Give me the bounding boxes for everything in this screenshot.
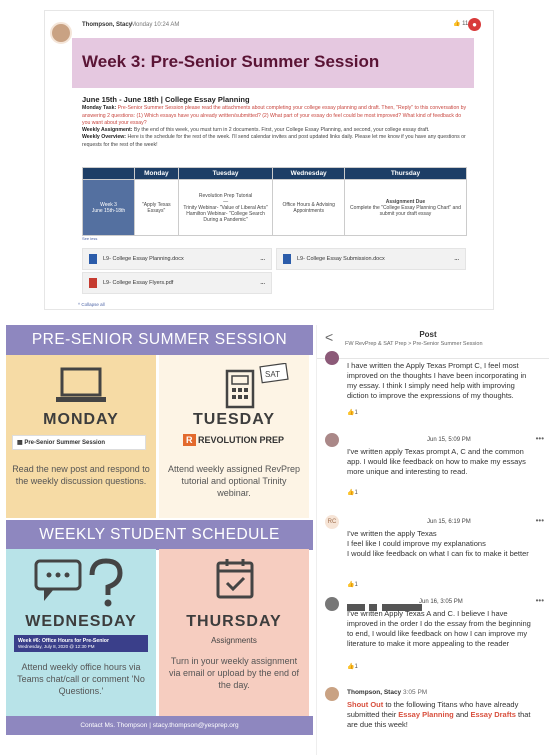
flyer-title: PRE-SENIOR SUMMER SESSION: [6, 325, 313, 355]
tuesday-text: Attend weekly assigned RevPrep tutorial and optional Trinity webinar.: [167, 464, 301, 498]
like-count[interactable]: 👍1: [347, 582, 358, 588]
more-options-icon[interactable]: •••: [535, 516, 544, 525]
post-header: [317, 325, 549, 359]
thursday-panel: [159, 549, 309, 721]
reply-time: Jun 15, 6:19 PM: [427, 519, 471, 525]
more-options-icon[interactable]: •••: [535, 434, 544, 443]
avatar[interactable]: [50, 22, 72, 44]
attachment-name: L9- College Essay Planning.docx: [103, 256, 184, 262]
collapse-all-link[interactable]: ^ Collapse all: [78, 302, 105, 307]
schedule-table: [82, 167, 467, 236]
reply-author: [347, 689, 427, 696]
calculator-icon: [209, 363, 289, 409]
thursday-cell-text: Complete the "College Essay Planning Chart" and submit your draft essay: [350, 204, 461, 217]
attachment-name: L9- College Essay Submission.docx: [297, 256, 385, 262]
schedule-flyer: [6, 325, 313, 735]
wednesday-panel: [6, 549, 156, 721]
tuesday-panel: [159, 355, 309, 518]
reply-text: I have written the Apply Texas Prompt C, I feel most improved on the thoughts I have been incorporating in my essay. I think I simply need help with improving diction to improve the expressions of my thoughts.: [347, 361, 527, 400]
shoutout-text: [347, 700, 537, 730]
essay-drafts-highlight: Essay Drafts: [470, 710, 516, 719]
shoutout-and: and: [455, 710, 469, 719]
shout-out: Shout Out: [347, 700, 384, 709]
breadcrumb[interactable]: FW RevPrep & SAT Prep > Pre-Senior Summer Session: [345, 341, 483, 347]
post-banner: [72, 38, 474, 88]
see-less-link[interactable]: See less: [82, 236, 98, 241]
weekly-overview: [82, 134, 470, 149]
revolution-prep-logo-mark: R: [183, 434, 196, 446]
post-time: Monday 10:24 AM: [131, 22, 180, 28]
table-header: Wednesday: [273, 168, 345, 180]
banner-title: Week 3: Pre-Senior Summer Session: [82, 52, 380, 71]
monday-title: MONDAY: [43, 411, 119, 428]
post-author[interactable]: Thompson, Stacy: [82, 22, 133, 28]
weekly-assignment: [82, 127, 470, 134]
attachment-name: L9- College Essay Flyers.pdf: [103, 280, 174, 286]
word-file-icon: [283, 254, 291, 264]
weekly-overview-text: Here is the schedule for the rest of the week. I'll send calendar invites and post updated links daily. Please let me know if you have any questions or requests for the rest of the week!: [82, 134, 466, 148]
monday-cell: "Apply Texas Essays": [135, 180, 179, 236]
post-title: Post: [419, 330, 437, 339]
attachment-file[interactable]: [276, 248, 466, 270]
flyer-subtitle: WEEKLY STUDENT SCHEDULE: [6, 520, 313, 550]
avatar[interactable]: [325, 597, 339, 611]
word-file-icon: [89, 254, 97, 264]
essay-planning-highlight: Essay Planning: [398, 710, 454, 719]
chat-question-icon: [34, 557, 128, 609]
monday-task-text: Pre-Senior Summer Session please read the attachments about completing your college essay planning and draft. Then, "Reply" to this conversation by answering 2 questions: (1) Which essays have you already written/submitted? (2) What part of your essay do feel could be most improved? What kind of feedback do you want about your essay?: [82, 105, 467, 126]
tuesday-title: TUESDAY: [193, 411, 275, 428]
monday-task: [82, 105, 470, 127]
monday-text: Read the new post and respond to the weekly discussion questions.: [12, 464, 150, 486]
thursday-text: Turn in your weekly assignment via email or upload by the end of the day.: [168, 656, 300, 690]
laptop-icon: [54, 367, 108, 405]
reply-time: Jun 16, 3:05 PM: [419, 599, 463, 605]
shoutout-line-2: that are due this week!: [347, 710, 531, 729]
more-options-icon[interactable]: •••: [535, 596, 544, 605]
assignments-chip: Assignments: [211, 636, 257, 645]
table-header: Monday: [135, 168, 179, 180]
monday-panel: [6, 355, 156, 518]
mobile-post-view: [316, 325, 548, 755]
monday-task-label: Monday Task:: [82, 105, 117, 112]
reply-author-name: Thompson, Stacy: [347, 689, 402, 696]
avatar[interactable]: [325, 351, 339, 365]
week-cell: Week 3 June 15th-18th: [83, 180, 135, 236]
reply-time: 3:05 PM: [403, 689, 428, 696]
sat-badge: SAT: [265, 370, 280, 379]
like-count-value: 1: [354, 490, 358, 496]
office-hours-chip-title: Week #6: Office Hours for Pre-Senior: [18, 638, 109, 644]
post-body: [82, 96, 470, 149]
like-count-value: 11: [462, 21, 469, 27]
wednesday-cell: Office Hours & Advising Appointments: [273, 180, 345, 236]
teams-chip-label: Pre-Senior Summer Session: [24, 440, 106, 446]
wednesday-title: WEDNESDAY: [25, 613, 137, 630]
like-count[interactable]: 👍1: [347, 410, 358, 416]
avatar[interactable]: [325, 433, 339, 447]
teams-chip: ▦ Pre-Senior Summer Session: [12, 435, 146, 450]
like-count-value: 1: [354, 582, 358, 588]
reply-time: Jun 15, 5:09 PM: [427, 437, 471, 443]
pdf-file-icon: [89, 278, 97, 288]
wednesday-text: Attend weekly office hours via Teams chat/call or comment 'No Questions.': [17, 662, 145, 696]
table-header: Tuesday: [178, 168, 273, 180]
avatar[interactable]: [325, 687, 339, 701]
collapse-all-label: Collapse all: [81, 302, 105, 307]
like-count-value: 1: [354, 410, 358, 416]
more-options-icon[interactable]: ...: [260, 256, 265, 262]
office-hours-chip: [14, 635, 148, 652]
thursday-cell: [344, 180, 466, 236]
attachment-file[interactable]: [82, 272, 272, 294]
like-count[interactable]: 👍 11: [453, 21, 469, 27]
attachment-file[interactable]: [82, 248, 272, 270]
reply-text: I've written the apply Texas I feel like I could improve my explanations I would like feedback on what I can fix to make it better: [347, 529, 529, 558]
tuesday-cell: Revolution Prep Tutorial — Trinity Webinar- "Value of Liberal Arts" Hamilton Webinar- "College Search During a Pandemic": [178, 180, 273, 236]
reaction-icon[interactable]: ●: [468, 18, 481, 31]
reply-text: I've written apply Texas prompt A, C and the common app. I would like feedback on how to make my essays more unique and interesting to read.: [347, 447, 526, 476]
back-chevron-icon[interactable]: <: [325, 329, 334, 345]
avatar-initials[interactable]: RC: [325, 515, 339, 529]
shoutout-line-1: to the following Titans who have already submitted their: [347, 700, 519, 719]
more-options-icon[interactable]: ...: [260, 280, 265, 286]
thursday-cell-title: Assignment Due: [385, 198, 426, 205]
revolution-prep-logo: [183, 435, 284, 445]
weekly-assignment-text: By the end of this week, you must turn in 2 documents. First, your College Essay Planning, and second, your college essay draft.: [133, 127, 430, 134]
reply-text: I've written Apply Texas A and C. I believe I have improved in the order I do the essay from the beginning to end, I would like feedback on how I can improve my literature to make it more appealing to the reader: [347, 609, 531, 648]
contact-footer: Contact Ms. Thompson | stacy.thompson@yesprep.org: [6, 716, 313, 735]
weekly-assignment-label: Weekly Assignment:: [82, 127, 133, 134]
like-count-value: 1: [354, 664, 358, 670]
weekly-overview-label: Weekly Overview:: [82, 134, 127, 141]
post-heading: June 15th - June 18th | College Essay Planning: [82, 95, 250, 104]
thursday-title: THURSDAY: [186, 613, 282, 630]
table-header: [83, 168, 135, 180]
like-count[interactable]: 👍1: [347, 490, 358, 496]
table-header: Thursday: [344, 168, 466, 180]
more-options-icon[interactable]: ...: [454, 256, 459, 262]
revolution-prep-logo-label: REVOLUTION PREP: [198, 435, 285, 445]
calendar-check-icon: [215, 557, 255, 601]
like-count[interactable]: 👍1: [347, 664, 358, 670]
office-hours-chip-date: Wednesday, July 8, 2020 @ 12:30 PM: [18, 644, 95, 649]
